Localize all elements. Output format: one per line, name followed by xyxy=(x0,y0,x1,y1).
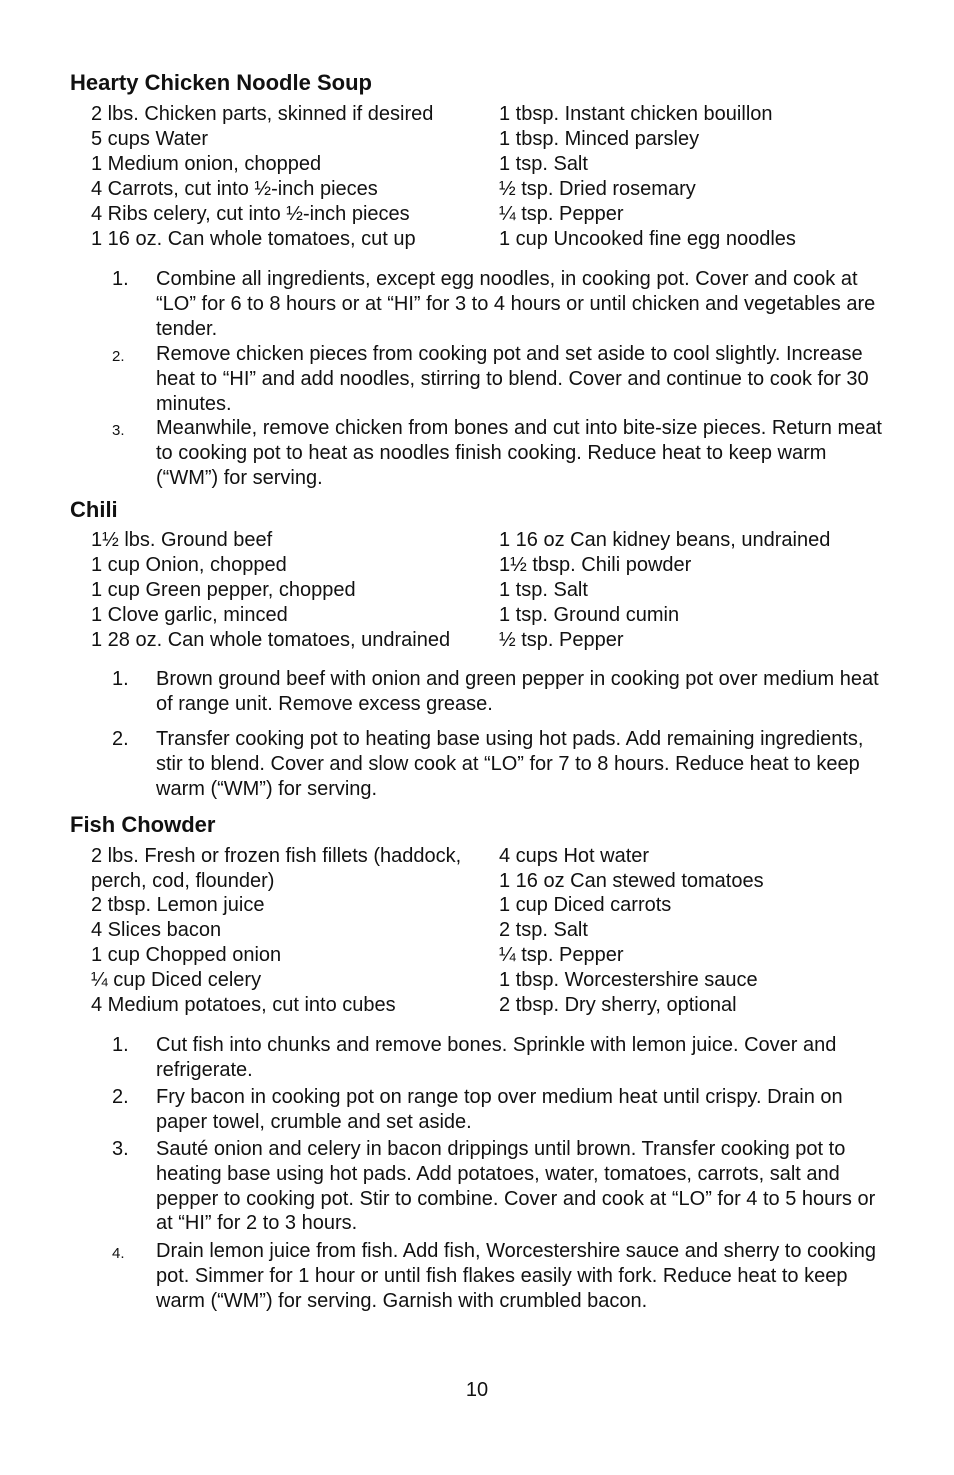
ingredient-left: ¼ cup Diced celery xyxy=(91,969,262,991)
step-number: 2. xyxy=(112,728,129,750)
ingredient-left: 1 cup Chopped onion xyxy=(91,944,282,966)
step-text: Combine all ingredients, except egg noodles, in cooking pot. Cover and cook at “LO” for 6 to 8 hours or at “HI” for 3 to 4 hours or until chicken and vegetables are tender. xyxy=(156,268,876,340)
ingredient-left: 1 16 oz. Can whole tomatoes, cut up xyxy=(91,228,416,250)
step-number: 2. xyxy=(112,1086,129,1108)
ingredient-left: 4 Slices bacon xyxy=(91,919,222,941)
ingredient-left: 4 Medium potatoes, cut into cubes xyxy=(91,994,396,1016)
step-text: Fry bacon in cooking pot on range top over medium heat until crispy. Drain on paper towel, crumble and set aside. xyxy=(156,1086,843,1133)
step-text: Remove chicken pieces from cooking pot and set aside to cool slightly. Increase heat to “HI” and add noodles, stirring to blend. Cover and continue to cook for 30 minutes. xyxy=(156,343,869,415)
ingredient-right: 1 cup Uncooked fine egg noodles xyxy=(499,228,796,250)
ingredient-left: 1 cup Onion, chopped xyxy=(91,554,287,576)
ingredient-left: 5 cups Water xyxy=(91,128,209,150)
ingredient-right: 1 tsp. Ground cumin xyxy=(499,604,680,626)
ingredient-right: 2 tsp. Salt xyxy=(499,919,588,941)
ingredient-right: 1 16 oz Can stewed tomatoes xyxy=(499,870,764,892)
ingredient-right: 1 tbsp. Minced parsley xyxy=(499,128,700,150)
ingredient-right: 1 cup Diced carrots xyxy=(499,894,672,916)
ingredient-left: 2 lbs. Fresh or frozen fish fillets (haddock, xyxy=(91,845,462,867)
ingredient-right: 4 cups Hot water xyxy=(499,845,650,867)
ingredient-left: 4 Ribs celery, cut into ½-inch pieces xyxy=(91,203,410,225)
step-text: Meanwhile, remove chicken from bones and cut into bite-size pieces. Return meat to cooking pot to heat as noodles finish cooking. Reduce heat to keep warm (“WM”) for serving. xyxy=(156,417,882,489)
ingredient-left: 2 tbsp. Lemon juice xyxy=(91,894,265,916)
step-number: 3. xyxy=(112,1138,129,1160)
ingredient-right: ½ tsp. Dried rosemary xyxy=(499,178,696,200)
step-number: 4. xyxy=(112,1245,125,1262)
recipe-title: Fish Chowder xyxy=(70,812,216,837)
ingredient-left: 1 Medium onion, chopped xyxy=(91,153,322,175)
ingredient-right: 2 tbsp. Dry sherry, optional xyxy=(499,994,737,1016)
step-text: Brown ground beef with onion and green pepper in cooking pot over medium heat of range unit. Remove excess grease. xyxy=(156,668,879,715)
step-number: 1. xyxy=(112,668,129,690)
ingredient-left: 1 28 oz. Can whole tomatoes, undrained xyxy=(91,629,451,651)
ingredient-left: 1 Clove garlic, minced xyxy=(91,604,288,626)
ingredient-left: 4 Carrots, cut into ½-inch pieces xyxy=(91,178,378,200)
ingredient-right: ½ tsp. Pepper xyxy=(499,629,624,651)
ingredient-right: ¼ tsp. Pepper xyxy=(499,944,624,966)
ingredient-right: 1 tsp. Salt xyxy=(499,579,588,601)
ingredient-right: 1 tbsp. Instant chicken bouillon xyxy=(499,103,773,125)
step-text: Sauté onion and celery in bacon drippings until brown. Transfer cooking pot to heating base using hot pads. Add potatoes, water, tomatoes, carrots, salt and pepper to cooking pot. Stir to combine. Cover and cook at “LO” for 4 to 5 hours or at “HI” for 2 to 3 hours. xyxy=(156,1138,876,1235)
step-number: 2. xyxy=(112,348,125,365)
recipe-title: Chili xyxy=(70,497,118,522)
ingredient-right: 1½ tbsp. Chili powder xyxy=(499,554,692,576)
ingredient-right: ¼ tsp. Pepper xyxy=(499,203,624,225)
page-number: 10 xyxy=(465,1379,489,1401)
ingredient-right: 1 16 oz Can kidney beans, undrained xyxy=(499,529,831,551)
step-number: 1. xyxy=(112,1034,129,1056)
ingredient-left: 1 cup Green pepper, chopped xyxy=(91,579,356,601)
step-text: Transfer cooking pot to heating base using hot pads. Add remaining ingredients, stir to blend. Cover and slow cook at “LO” for 7 to 8 hours. Reduce heat to keep warm (“WM”) for serving. xyxy=(156,728,864,800)
step-text: Cut fish into chunks and remove bones. Sprinkle with lemon juice. Cover and refrigerate. xyxy=(156,1034,837,1081)
ingredient-right: 1 tbsp. Worcestershire sauce xyxy=(499,969,758,991)
recipe-title: Hearty Chicken Noodle Soup xyxy=(70,70,372,95)
step-number: 3. xyxy=(112,422,125,439)
ingredient-right: 1 tsp. Salt xyxy=(499,153,588,175)
step-number: 1. xyxy=(112,268,129,290)
ingredient-left: 1½ lbs. Ground beef xyxy=(91,529,273,551)
ingredient-left: 2 lbs. Chicken parts, skinned if desired xyxy=(91,103,434,125)
ingredient-left: perch, cod, flounder) xyxy=(91,870,275,892)
step-text: Drain lemon juice from fish. Add fish, Worcestershire sauce and sherry to cooking pot. Simmer for 1 hour or until fish flakes easily with fork. Reduce heat to keep warm (“WM”) for serving. Garnish with crumbled bacon. xyxy=(156,1240,876,1312)
